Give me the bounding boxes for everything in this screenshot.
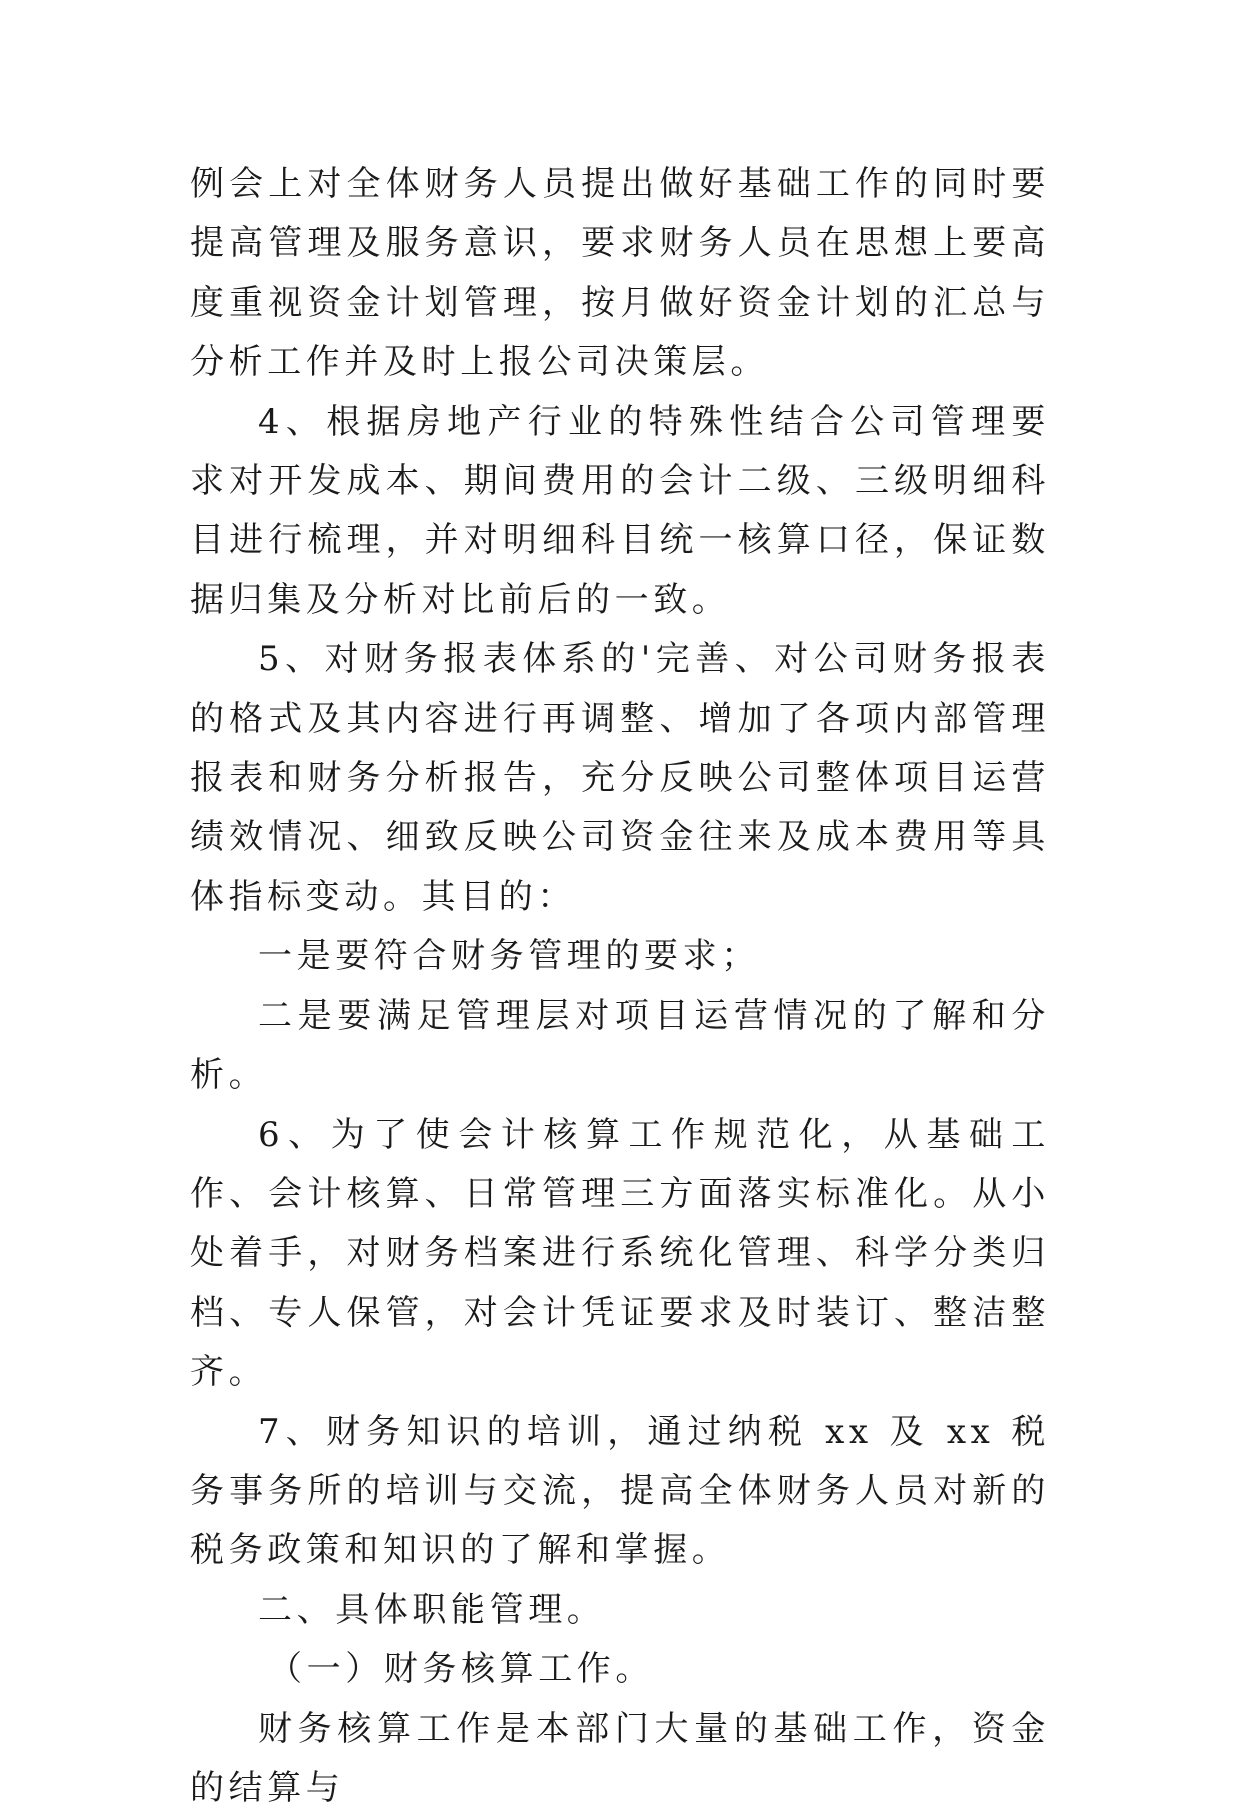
paragraph-purpose-1: 一是要符合财务管理的要求； (258, 936, 760, 977)
paragraph-continuation: 例会上对全体财务人员提出做好基础工作的同时要提高管理及服务意识，要求财务人员在思想上要高度重视资金计划管理，按月做好资金计划的汇总与分析工作并及时上报公司决策层。 (190, 164, 1050, 383)
paragraph-item-6: 6、为了使会计核算工作规范化，从基础工作、会计核算、日常管理三方面落实标准化。从小处着手，对财务档案进行系统化管理、科学分类归档、专人保管，对会计凭证要求及时装订、整洁整齐。 (190, 1114, 1050, 1393)
paragraph-purpose-2: 二是要满足管理层对项目运营情况的了解和分析。 (190, 995, 1050, 1096)
document-body (190, 155, 1050, 1818)
paragraph-item-7: 7、财务知识的培训，通过纳税 xx 及 xx 税务事务所的培训与交流，提高全体财务人员对新的税务政策和知识的了解和掌握。 (190, 1411, 1050, 1571)
subsection-heading: （一）财务核算工作。 (268, 1649, 654, 1690)
paragraph-accounting: 财务核算工作是本部门大量的基础工作，资金的结算与 (190, 1708, 1050, 1808)
section-heading: 二、具体职能管理。 (258, 1589, 606, 1630)
paragraph-item-5: 5、对财务报表体系的'完善、对公司财务报表的格式及其内容进行再调整、增加了各项内部管理报表和财务分析报告，充分反映公司整体项目运营绩效情况、细致反映公司资金往来及成本费用等具体指标变动。其目的： (190, 639, 1050, 917)
paragraph-item-4: 4、根据房地产行业的特殊性结合公司管理要求对开发成本、期间费用的会计二级、三级明细科目进行梳理，并对明细科目统一核算口径，保证数据归集及分析对比前后的一致。 (190, 401, 1050, 620)
